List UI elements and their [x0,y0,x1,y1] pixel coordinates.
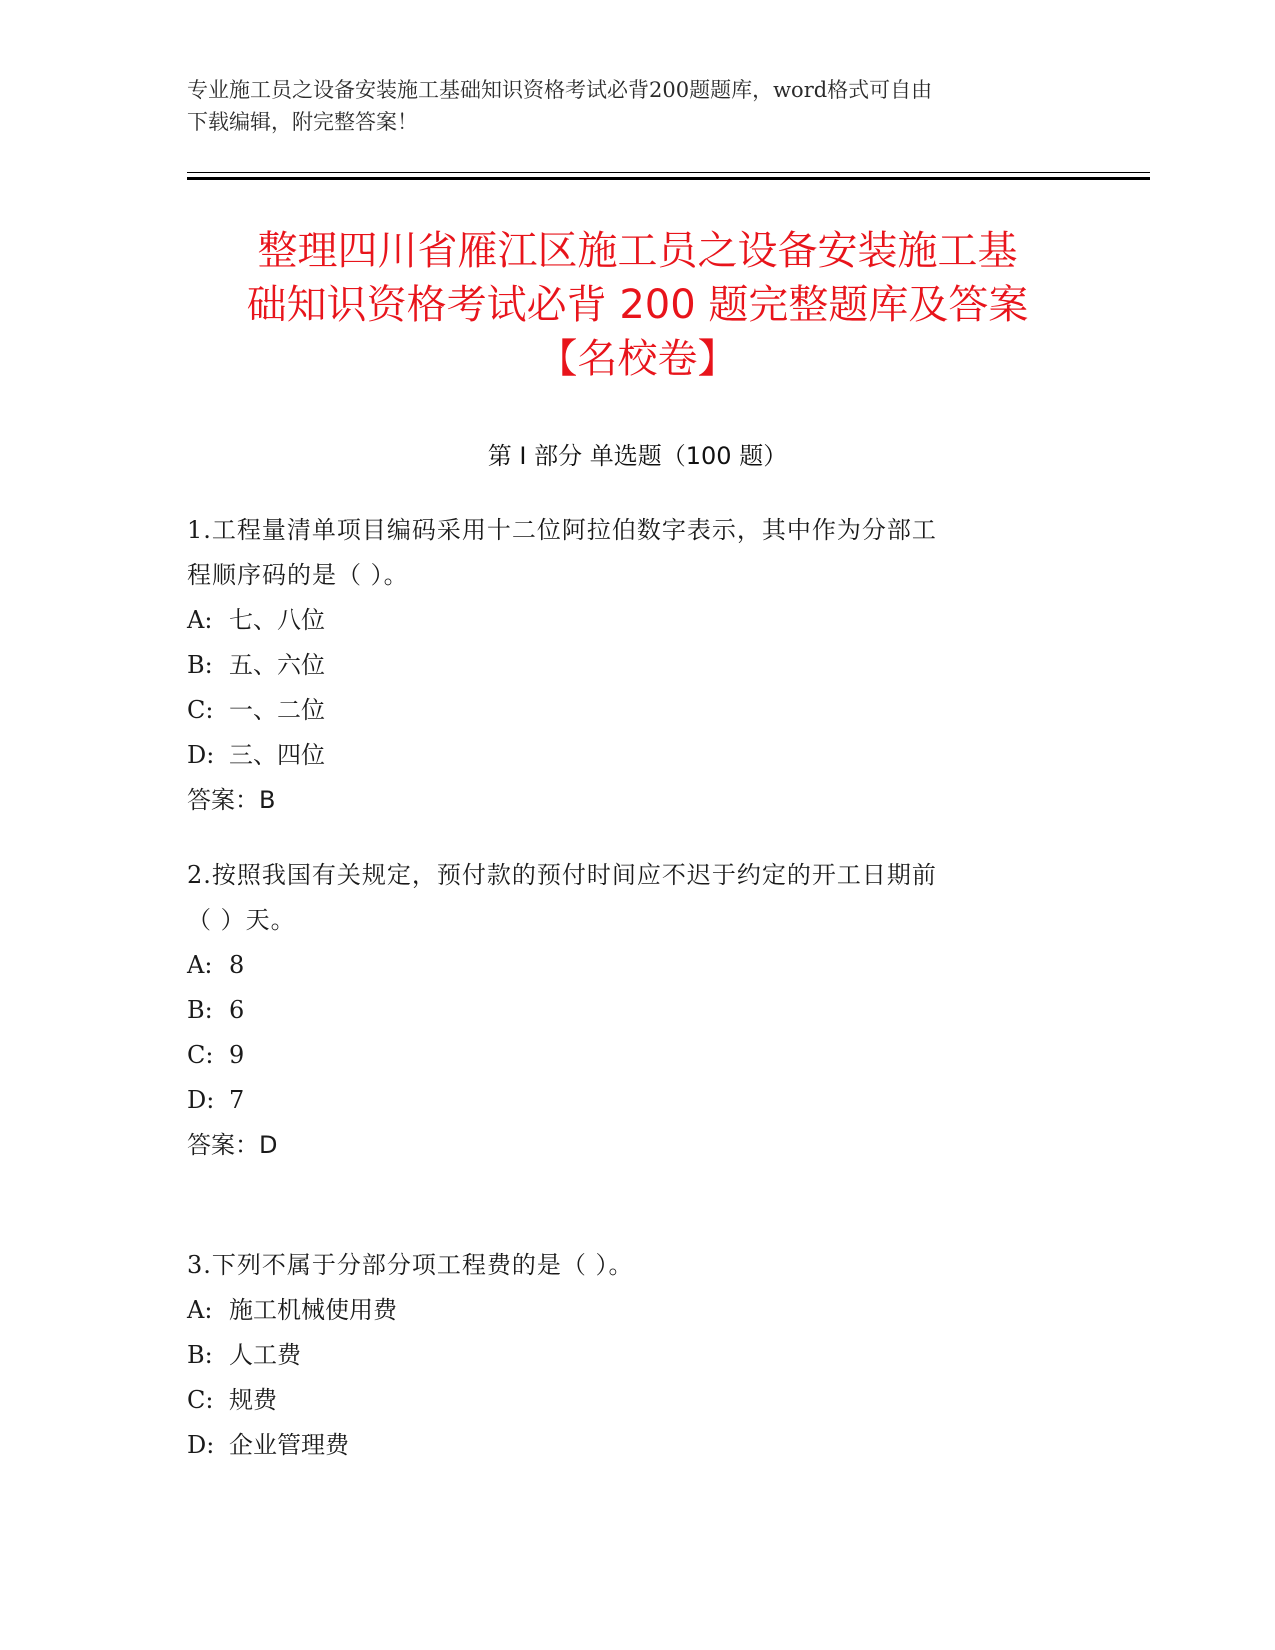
option-letter: D: [187,1431,215,1459]
answer-value: D [259,1131,278,1159]
option-c [187,1378,1067,1423]
option-text: 8 [229,951,245,979]
question-3 [187,1243,1067,1468]
question-2 [187,853,1067,1168]
answer-value: B [259,786,276,814]
header-note-line-2: 下载编辑，附完整答案！ [187,110,418,134]
option-text: 7 [229,1086,245,1114]
question-stem-line: （ ）天。 [187,906,296,934]
answer-line [187,1123,1067,1168]
header-divider-thick [187,177,1150,180]
answer-prefix: 答案： [187,786,259,814]
title-line-2: 础知识资格考试必背 200 题完整题库及答案 [246,282,1029,328]
option-letter: C: [187,696,214,724]
answer-prefix: 答案： [187,1131,259,1159]
option-a [187,943,1067,988]
option-letter: B: [187,651,213,679]
option-text: 人工费 [229,1341,301,1369]
question-stem-line: 程顺序码的是（ ）。 [187,561,409,589]
option-letter: A: [187,606,213,634]
option-b [187,643,1067,688]
answer-line [187,778,1067,823]
question-stem-line: 1.工程量清单项目编码采用十二位阿拉伯数字表示，其中作为分部工 [187,516,937,544]
option-d [187,733,1067,778]
option-text: 规费 [229,1386,277,1414]
header-note-line-1: 专业施工员之设备安装施工基础知识资格考试必背200题题库，word格式可自由 [187,78,933,102]
question-stem-line: 2.按照我国有关规定，预付款的预付时间应不迟于约定的开工日期前 [187,861,937,889]
option-text: 6 [229,996,245,1024]
option-d [187,1078,1067,1123]
option-a [187,598,1067,643]
option-text: 企业管理费 [229,1431,349,1459]
header-note [187,74,1067,138]
header-divider-thin [187,172,1150,173]
option-d [187,1423,1067,1468]
option-text: 施工机械使用费 [229,1296,397,1324]
question-stem-line: 3.下列不属于分部分项工程费的是（ ）。 [187,1251,634,1279]
option-letter: A: [187,1296,213,1324]
option-b [187,988,1067,1033]
option-c [187,688,1067,733]
option-text: 9 [229,1041,245,1069]
option-letter: B: [187,996,213,1024]
document-title [150,224,1125,386]
option-c [187,1033,1067,1078]
option-text: 七、八位 [229,606,325,634]
question-1 [187,508,1067,823]
option-letter: D: [187,1086,215,1114]
title-line-1: 整理四川省雁江区施工员之设备安装施工基 [257,228,1018,274]
option-text: 三、四位 [229,741,325,769]
option-b [187,1333,1067,1378]
option-text: 五、六位 [229,651,325,679]
option-letter: B: [187,1341,213,1369]
title-line-3: 【名校卷】 [537,336,738,382]
option-a [187,1288,1067,1333]
option-letter: C: [187,1386,214,1414]
option-text: 一、二位 [229,696,325,724]
section-heading: 第 I 部分 单选题（100 题） [487,442,788,470]
option-letter: A: [187,951,213,979]
option-letter: D: [187,741,215,769]
option-letter: C: [187,1041,214,1069]
